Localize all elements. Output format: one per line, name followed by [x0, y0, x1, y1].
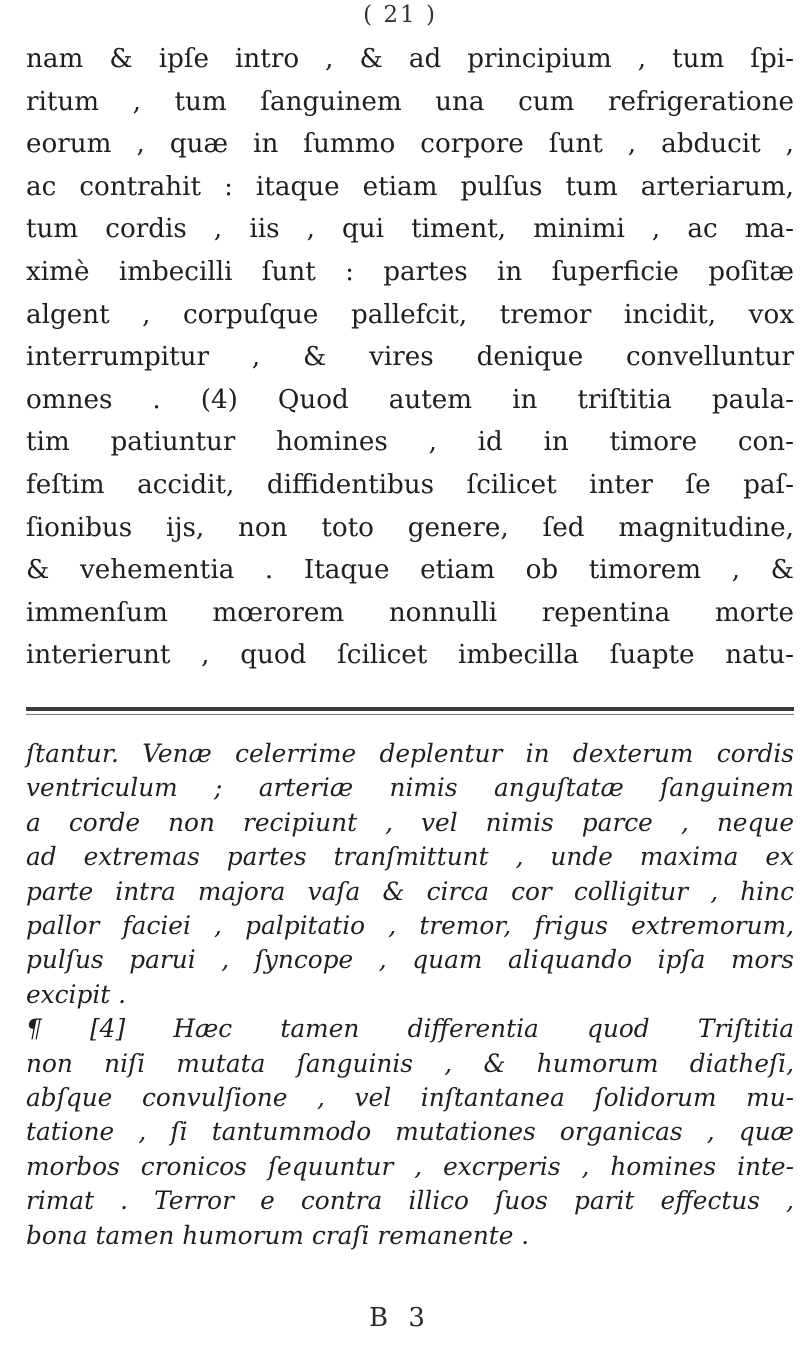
main-line: ximè imbecilli ſunt : partes in ſuperficie poſitæ	[26, 256, 794, 287]
signature-mark: B 3	[369, 1303, 431, 1333]
note-line: rimat . Terror e contra illico ſuos parit effectus ,	[26, 1186, 794, 1216]
main-text	[26, 38, 794, 677]
main-line: feſtim accidit, diffidentibus ſcilicet inter ſe paſ-	[26, 469, 794, 500]
note-line: parte intra majora vaſa & circa cor colligitur , hinc	[26, 876, 794, 906]
footnote-divider	[26, 707, 794, 711]
note-line: abſque convulſione , vel inſtantanea ſolidorum mu-	[26, 1083, 794, 1113]
footnote-divider-thin	[26, 714, 794, 715]
main-line: ac contrahit : itaque etiam pulſus tum arteriarum,	[26, 171, 794, 202]
note-line: morbos cronicos ſequuntur , excrperis , homines inte-	[26, 1151, 794, 1181]
note-line: bona tamen humorum craſi remanente .	[26, 1220, 530, 1250]
main-line: immenſum mœrorem nonnulli repentina morte	[26, 597, 794, 628]
page-number: ( 21 )	[363, 2, 437, 28]
main-line: nam & ipſe intro , & ad principium , tum ſpi-	[26, 44, 794, 74]
note-line: ſtantur. Venæ celerrime deplentur in dexterum cordis	[26, 739, 794, 768]
main-line: ritum , tum ſanguinem una cum refrigeratione	[26, 86, 794, 117]
main-line: interierunt , quod ſcilicet imbecilla ſuapte natu-	[26, 640, 794, 671]
main-line: eorum , quæ in ſummo corpore ſunt , abducit ,	[26, 129, 794, 160]
note-line: ¶ [4] Hæc tamen differentia quod Triſtitia	[26, 1014, 794, 1044]
note-line: tatione , ſi tantummodo mutationes organicas , quæ	[26, 1117, 794, 1147]
note-line: ad extremas partes tranſmittunt , unde maxima ex	[26, 842, 794, 872]
main-line: tim patiuntur homines , id in timore con-	[26, 427, 794, 458]
main-line: interrumpitur , & vires denique convelluntur	[26, 342, 794, 373]
main-line: ſionibus ijs, non toto genere, ſed magnitudine,	[26, 512, 794, 543]
note-line: a corde non recipiunt , vel nimis parce , neque	[26, 807, 794, 837]
main-line: algent , corpuſque pallefcit, tremor incidit, vox	[26, 299, 794, 330]
main-line: & vehementia . Itaque etiam ob timorem , &	[26, 555, 794, 586]
footnote-text	[26, 737, 794, 1253]
main-line: omnes . (4) Quod autem in triſtitia paula-	[26, 384, 794, 415]
note-line: ventriculum ; arteriæ nimis anguſtatæ ſanguinem	[26, 773, 794, 803]
note-line: pulſus parui , ſyncope , quam aliquando ipſa mors	[26, 945, 794, 975]
note-line: excipit .	[26, 979, 127, 1009]
main-line: tum cordis , iis , qui timent, minimi , ac ma-	[26, 214, 794, 245]
note-line: pallor faciei , palpitatio , tremor, frigus extremorum,	[26, 911, 794, 941]
note-line: non niſi mutata ſanguinis , & humorum diatheſi,	[26, 1048, 794, 1078]
